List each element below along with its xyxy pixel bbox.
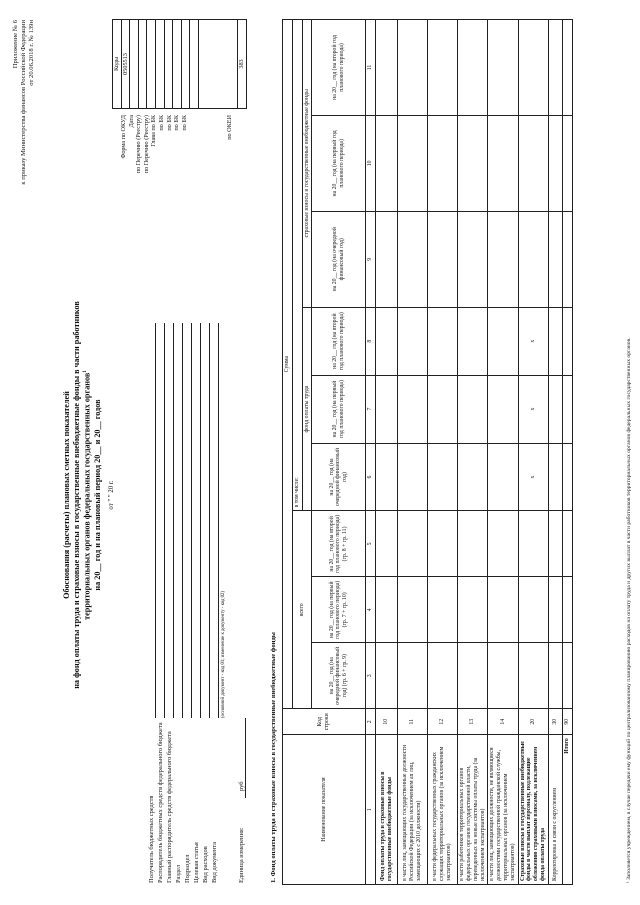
table-row bbox=[458, 20, 488, 885]
code-value-8[interactable] bbox=[181, 20, 190, 109]
value-cell[interactable] bbox=[428, 443, 458, 511]
value-cell[interactable] bbox=[428, 577, 458, 643]
header-code: Код строки bbox=[283, 709, 366, 735]
value-cell[interactable] bbox=[398, 375, 428, 443]
value-cell[interactable] bbox=[488, 511, 518, 577]
table-row bbox=[428, 20, 458, 885]
value-cell[interactable] bbox=[562, 577, 572, 643]
code-value-7[interactable] bbox=[173, 20, 182, 109]
value-cell[interactable] bbox=[458, 375, 488, 443]
header-field-7-line bbox=[209, 323, 210, 718]
codes-table bbox=[112, 19, 247, 109]
value-cell[interactable] bbox=[376, 511, 398, 577]
value-cell[interactable] bbox=[548, 643, 562, 709]
value-cell[interactable] bbox=[518, 20, 548, 116]
header-fot: фонд оплаты труда bbox=[302, 307, 312, 511]
row-code: 10 bbox=[376, 709, 398, 735]
value-cell[interactable] bbox=[548, 511, 562, 577]
code-value-9[interactable] bbox=[190, 20, 199, 109]
code-value-6[interactable] bbox=[164, 20, 173, 109]
header-field-7: Вид расходов bbox=[202, 846, 209, 883]
column-number: 11 bbox=[366, 20, 376, 116]
col-total-3: на 20__ год (на второй год планового периода) (гр. 8 + гр. 11) bbox=[312, 511, 366, 577]
row-name: Корректировка в связи с округлением bbox=[548, 735, 562, 885]
code-value-3[interactable] bbox=[138, 20, 147, 109]
value-cell[interactable] bbox=[548, 375, 562, 443]
col-fot-2: на 20__ год (на первый год планового периода) bbox=[312, 375, 366, 443]
value-cell[interactable] bbox=[562, 20, 572, 116]
header-incl: в том числе: bbox=[292, 20, 302, 511]
row-code: 30 bbox=[548, 709, 562, 735]
main-table bbox=[282, 19, 573, 885]
value-cell[interactable] bbox=[488, 443, 518, 511]
value-cell[interactable] bbox=[428, 211, 458, 307]
codes-label-11: по ОКЕИ bbox=[226, 115, 234, 140]
header-field-2-line bbox=[164, 323, 165, 718]
value-cell: x bbox=[518, 375, 548, 443]
footnote: ¹ Заполняется учреждением, в случае передачи ему функций по централизованному планированию расходов на оплату труда и других выплат в части работников территориальных органов федеральных государственных органов. bbox=[626, 337, 632, 883]
appendix-line-1: Приложение № 6 bbox=[12, 20, 19, 69]
value-cell[interactable] bbox=[562, 115, 572, 211]
value-cell[interactable] bbox=[376, 115, 398, 211]
value-cell[interactable] bbox=[398, 643, 428, 709]
table-row bbox=[562, 20, 572, 885]
codes-header: Коды bbox=[113, 20, 122, 109]
header-total: всего bbox=[292, 511, 312, 709]
title-line-4: на 20__ год и на плановый период 20__ и 20__ годов bbox=[92, 399, 102, 591]
row-code: 11 bbox=[398, 709, 428, 735]
value-cell[interactable] bbox=[488, 307, 518, 375]
value-cell[interactable] bbox=[398, 211, 428, 307]
value-cell[interactable] bbox=[376, 375, 398, 443]
column-number: 5 bbox=[366, 511, 376, 577]
appendix-line-2: к приказу Министерства финансов Российской Федерации bbox=[19, 20, 27, 185]
table-body bbox=[376, 20, 572, 885]
value-cell[interactable] bbox=[376, 307, 398, 375]
code-value-2[interactable] bbox=[130, 20, 139, 109]
col-fot-3: на 20__ год (на второй год планового периода) bbox=[312, 307, 366, 375]
header-field-6-line bbox=[200, 323, 201, 718]
unit-line bbox=[245, 718, 246, 798]
section-title: 1. Фонд оплаты труда и страховые взносы в государственные внебюджетные фонды bbox=[270, 632, 277, 883]
value-cell[interactable] bbox=[376, 443, 398, 511]
codes-label-1: Форма по ОКУД bbox=[120, 115, 127, 159]
code-value-5[interactable] bbox=[155, 20, 164, 109]
value-cell[interactable] bbox=[398, 511, 428, 577]
col-ins-1: на 20__ год (на очередной финансовый год) bbox=[312, 211, 366, 307]
code-value-4[interactable] bbox=[147, 20, 156, 109]
column-number: 2 bbox=[366, 709, 376, 735]
header-field-6: Целевая статья bbox=[193, 842, 200, 883]
row-code: 14 bbox=[488, 709, 518, 735]
row-name: в части лиц, замещающих государственные должности Российской Федерации (за исключением an лиц, замещающих с 2010 должности) bbox=[398, 735, 428, 885]
col-total-1: на 20__ год (на очередной финансовый год) (гр. 6 + гр. 9) bbox=[312, 643, 366, 709]
codes-label-7: по БК bbox=[165, 115, 173, 131]
table-row bbox=[488, 20, 518, 885]
value-cell[interactable] bbox=[488, 643, 518, 709]
header-field-5: Подраздел bbox=[184, 854, 191, 883]
table-row bbox=[376, 20, 398, 885]
codes-label-3: по Перечню (Реестру) bbox=[135, 115, 143, 174]
code-value-1: 0505513 bbox=[121, 20, 130, 109]
value-cell[interactable] bbox=[376, 20, 398, 116]
value-cell[interactable] bbox=[458, 20, 488, 116]
codes-label-2: Дата bbox=[127, 115, 135, 128]
title-line-2: на фонд оплаты труда и страховые взносы в государственные внебюджетные фонды в части работников bbox=[71, 301, 81, 689]
header-field-3-line bbox=[173, 323, 174, 718]
column-number: 3 bbox=[366, 643, 376, 709]
column-number: 10 bbox=[366, 115, 376, 211]
row-code: 90 bbox=[562, 709, 572, 735]
value-cell[interactable] bbox=[428, 20, 458, 116]
value-cell[interactable] bbox=[458, 115, 488, 211]
codes-label-6: по БК bbox=[157, 115, 165, 131]
header-field-1: Получатель бюджетных средств bbox=[148, 795, 155, 883]
value-cell[interactable] bbox=[458, 307, 488, 375]
header-sum: Сумма bbox=[283, 20, 293, 709]
codes-label-10 bbox=[188, 115, 226, 305]
header-field-8-line bbox=[218, 323, 219, 718]
value-cell[interactable] bbox=[562, 375, 572, 443]
title-line-3: территориальных органов федеральных государственных органов$^1$ bbox=[82, 370, 92, 620]
value-cell[interactable] bbox=[458, 643, 488, 709]
value-cell: x bbox=[518, 307, 548, 375]
appendix-line-3: от 20.06.2018 г. № 139н bbox=[27, 20, 35, 86]
header-field-1-line bbox=[155, 323, 156, 718]
value-cell[interactable] bbox=[488, 115, 518, 211]
appendix-block bbox=[12, 20, 35, 185]
row-name: Фонд оплаты труда и страховые взносы в государственные внебюджетные фонды bbox=[376, 735, 398, 885]
value-cell[interactable] bbox=[518, 577, 548, 643]
table-row bbox=[548, 20, 562, 885]
value-cell[interactable] bbox=[428, 375, 458, 443]
column-number: 8 bbox=[366, 307, 376, 375]
value-cell[interactable] bbox=[488, 375, 518, 443]
value-cell[interactable] bbox=[398, 115, 428, 211]
value-cell[interactable] bbox=[548, 307, 562, 375]
header-field-5-line bbox=[191, 323, 192, 718]
row-code: 20 bbox=[518, 709, 548, 735]
column-number: 7 bbox=[366, 375, 376, 443]
codes-labels bbox=[120, 115, 234, 305]
header-name: Наименование показателя bbox=[283, 735, 366, 885]
value-cell[interactable] bbox=[562, 511, 572, 577]
header-field-4-line bbox=[182, 323, 183, 718]
value-cell[interactable] bbox=[518, 211, 548, 307]
header-ins: страховые взносы в государственные внебюджетные фонды bbox=[302, 20, 312, 308]
document-title bbox=[62, 145, 116, 845]
column-number: 6 bbox=[366, 443, 376, 511]
row-name: в части лиц, замещающих должности, не являющиеся должностями государственной гражданской службы, территориальных органов (за исключением экспатриантов) bbox=[488, 735, 518, 885]
header-field-3: Главный распорядитель средств федерального бюджета bbox=[166, 731, 173, 883]
row-name: Итого bbox=[562, 735, 572, 885]
table-row bbox=[518, 20, 548, 885]
value-cell[interactable] bbox=[428, 115, 458, 211]
value-cell[interactable] bbox=[376, 643, 398, 709]
table-row bbox=[398, 20, 428, 885]
value-cell[interactable] bbox=[428, 307, 458, 375]
value-cell[interactable] bbox=[518, 115, 548, 211]
value-cell[interactable] bbox=[458, 577, 488, 643]
value-cell[interactable] bbox=[548, 577, 562, 643]
column-number: 4 bbox=[366, 577, 376, 643]
value-cell[interactable] bbox=[488, 577, 518, 643]
value-cell[interactable] bbox=[518, 643, 548, 709]
title-line-1: Обоснования (расчеты) плановых сметных показателей bbox=[62, 391, 71, 599]
codes-label-8: по БК bbox=[173, 115, 181, 131]
col-fot-1: на 20__ год (на очередной финансовый год) bbox=[312, 443, 366, 511]
value-cell[interactable] bbox=[458, 211, 488, 307]
value-cell[interactable] bbox=[376, 211, 398, 307]
value-cell[interactable] bbox=[562, 211, 572, 307]
value-cell[interactable] bbox=[458, 511, 488, 577]
value-cell[interactable] bbox=[398, 20, 428, 116]
codes-label-5: Глава по БК bbox=[150, 115, 158, 147]
codes-label-4: по Перечню (Реестру) bbox=[142, 115, 150, 174]
value-cell[interactable] bbox=[548, 443, 562, 511]
value-cell[interactable] bbox=[548, 211, 562, 307]
value-cell[interactable] bbox=[562, 443, 572, 511]
value-cell[interactable] bbox=[428, 511, 458, 577]
value-cell[interactable] bbox=[548, 115, 562, 211]
row-name: в части федеральных государственных гражданских служащих территориальных органов (за исключением экспатриантов) bbox=[428, 735, 458, 885]
value-cell[interactable] bbox=[548, 20, 562, 116]
value-cell[interactable] bbox=[518, 511, 548, 577]
value-cell[interactable] bbox=[488, 20, 518, 116]
value-cell[interactable] bbox=[398, 577, 428, 643]
value-cell[interactable] bbox=[376, 577, 398, 643]
column-number: 9 bbox=[366, 211, 376, 307]
col-total-2: на 20__ год (на первый год планового периода) (гр. 7 + гр. 10) bbox=[312, 577, 366, 643]
value-cell: x bbox=[518, 443, 548, 511]
unit-label: Единица измерения: bbox=[238, 827, 245, 883]
header-field-2: Распорядитель бюджетных средств федерального бюджета bbox=[157, 722, 164, 883]
value-cell[interactable] bbox=[488, 211, 518, 307]
value-cell[interactable] bbox=[458, 443, 488, 511]
value-cell[interactable] bbox=[398, 307, 428, 375]
column-number: 1 bbox=[366, 735, 376, 885]
code-value-11: 383 bbox=[237, 20, 246, 109]
title-date: от " " 20 г. bbox=[108, 480, 116, 510]
row-name: Страховые взносы в государственные внебюджетные фонды в части выплат персоналу, подлежащие обложению страховыми взносами, за исключением фонда оплаты труда bbox=[518, 735, 548, 885]
value-cell[interactable] bbox=[398, 443, 428, 511]
row-name: в части работников территориальных органов федеральных органов государственной власти, переведенных на новые системы оплаты труда (за исключением экспатриантов) bbox=[458, 735, 488, 885]
value-cell[interactable] bbox=[562, 643, 572, 709]
row-code: 12 bbox=[428, 709, 458, 735]
doc-type-note: (основной документ - код 01; изменение к документу - код 02) bbox=[221, 590, 226, 718]
value-cell[interactable] bbox=[562, 307, 572, 375]
header-field-8: Вид документа bbox=[211, 841, 218, 883]
codes-label-9: по БК bbox=[180, 115, 188, 131]
value-cell[interactable] bbox=[428, 643, 458, 709]
unit-value: руб bbox=[238, 781, 245, 791]
column-numbers-row bbox=[366, 20, 376, 885]
col-ins-2: на 20__ год (на первый год планового периода) bbox=[312, 115, 366, 211]
col-ins-3: на 20__ год (на второй год планового периода) bbox=[312, 20, 366, 116]
header-field-4: Раздел bbox=[175, 864, 182, 883]
row-code: 13 bbox=[458, 709, 488, 735]
code-value-10[interactable] bbox=[198, 20, 237, 109]
